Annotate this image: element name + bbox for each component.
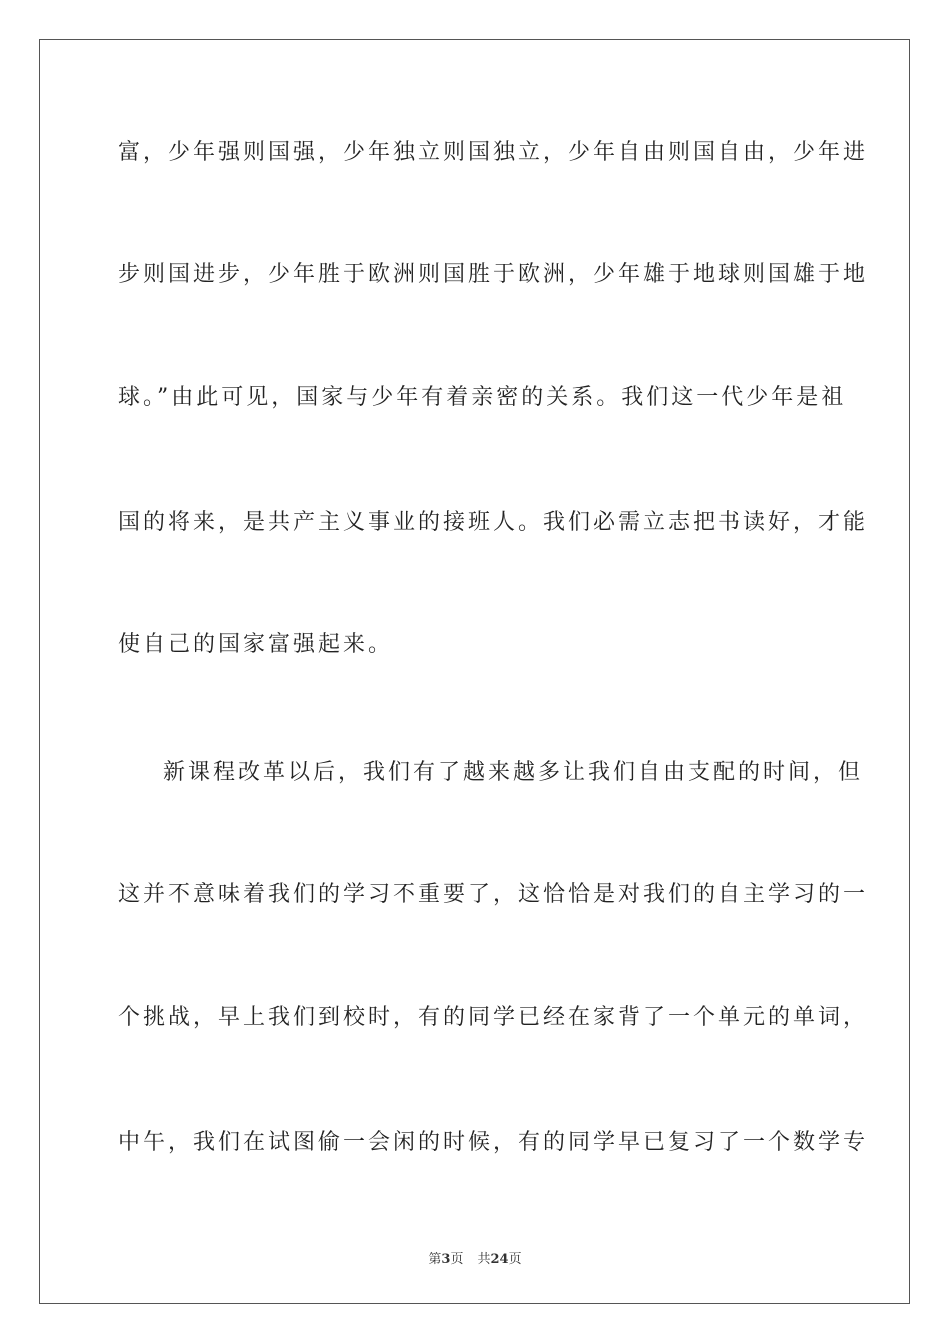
page-prefix: 第 (428, 1252, 442, 1267)
body-text-line-5: 使自己的国家富强起来。 (118, 632, 394, 657)
total-suffix: 页 (508, 1252, 522, 1267)
body-text-line-1: 富，少年强则国强，少年独立则国独立，少年自由则国自由，少年进 (118, 140, 869, 165)
page-footer (0, 1248, 950, 1267)
total-prefix: 共 (477, 1252, 491, 1267)
body-text-line-7: 这并不意味着我们的学习不重要了，这恰恰是对我们的自主学习的一 (118, 882, 869, 907)
body-text-line-6: 新课程改革以后，我们有了越来越多让我们自由支配的时间，但 (163, 760, 864, 785)
body-text-line-3: 球。”由此可见，国家与少年有着亲密的关系。我们这一代少年是祖 (118, 385, 847, 410)
page-number: 3 (441, 1252, 451, 1267)
page-suffix: 页 (450, 1252, 464, 1267)
total-pages: 24 (490, 1252, 509, 1267)
body-text-line-2: 步则国进步，少年胜于欧洲则国胜于欧洲，少年雄于地球则国雄于地 (118, 262, 869, 287)
body-text-line-4: 国的将来，是共产主义事业的接班人。我们必需立志把书读好，才能 (118, 510, 869, 535)
body-text-line-9: 中午，我们在试图偷一会闲的时候，有的同学早已复习了一个数学专 (118, 1130, 869, 1155)
page-border (39, 39, 910, 1304)
body-text-line-8: 个挑战，早上我们到校时，有的同学已经在家背了一个单元的单词， (118, 1005, 869, 1030)
